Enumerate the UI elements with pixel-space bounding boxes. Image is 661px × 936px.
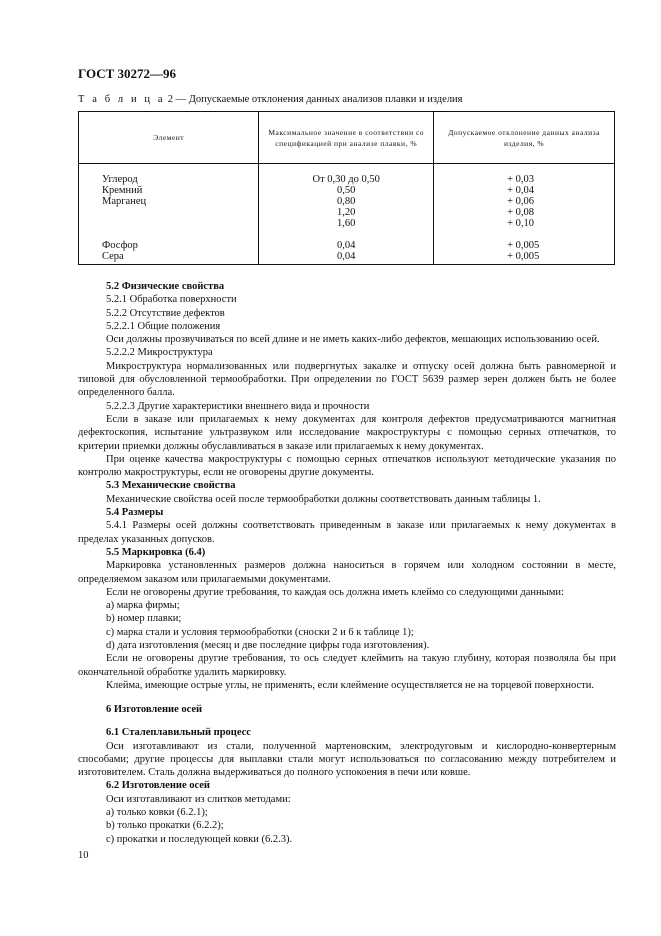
subsection-heading: 5.2.2 Отсутствие дефектов [106, 307, 225, 319]
subsection-heading: 5.2.1 Обработка поверхности [106, 294, 237, 306]
element-name: Кремний [102, 185, 143, 196]
column-header-element: Элемент [79, 112, 259, 164]
list-item: b) только прокатки (6.2.2); [106, 820, 224, 832]
paragraph: 5.4.1 Размеры осей должны соответствовать приведенным в заказе или прилагаемых к нему документах в пределах указанных допусков. [78, 520, 616, 545]
paragraph: Клейма, имеющие острые углы, не применять, если клеймение осуществляется не на торцевой поверхности. [106, 679, 594, 691]
section-heading: 5.5 Маркировка (6.4) [106, 546, 206, 558]
max-value-cell [259, 164, 434, 265]
deviation-value: + 0,03 [507, 174, 535, 185]
max-value: 0,04 [337, 240, 356, 251]
section-heading: 5.3 Механические свойства [106, 480, 236, 492]
element-name: Марганец [102, 196, 147, 207]
element-name: Углерод [102, 174, 138, 185]
section-6-body [78, 703, 616, 846]
deviation-value: + 0,005 [507, 251, 540, 262]
section-heading: 6 Изготовление осей [106, 704, 203, 715]
paragraph: Если в заказе или прилагаемых к нему документах для контроля дефектов предусматриваются магнитная дефектоскопия, испытание ультразвуком или исследование макроструктуры с помощью серных отпечатков, то критерии приемки должны обуславливаться в заказе или прилагаемых к нему документах. [78, 413, 616, 452]
section-heading: 5.4 Размеры [106, 507, 164, 519]
section-5-body [78, 280, 616, 692]
paragraph: Механические свойства осей после термообработки должны соответствовать данным таблицы 1. [106, 493, 541, 505]
deviation-value: + 0,04 [507, 185, 535, 196]
subsection-heading: 5.2.2.2 Микроструктура [106, 347, 213, 359]
max-value: 0,50 [337, 185, 356, 196]
table-header-row [79, 112, 615, 164]
table-body-row [79, 164, 615, 265]
deviation-value: + 0,06 [507, 196, 535, 207]
list-item: а) марка фирмы; [106, 600, 180, 612]
list-item: b) номер плавки; [106, 613, 182, 625]
subsection-heading: 5.2.2.3 Другие характеристики внешнего вида и прочности [106, 400, 370, 412]
deviation-value: + 0,005 [507, 240, 540, 251]
column-header-max-value: Максимальное значение в соответствии со спецификацией при анализе плавки, % [259, 112, 434, 164]
max-value: 0,04 [337, 251, 356, 262]
section-heading: 5.2 Физические свойства [106, 281, 225, 292]
table-caption-text: 2 — Допускаемые отклонения данных анализов плавки и изделия [167, 94, 463, 105]
paragraph: Оси изготавливают из стали, полученной мартеновским, электродуговым и кислородно-конвертерным способами; другие процессы для выплавки стали могут использоваться по согласованию между потребителем и изготовителем. Сталь должна выдерживаться до полного успокоения в печи или ковше. [78, 740, 616, 779]
column-header-deviation: Допускаемое отклонение данных анализа изделия, % [434, 112, 615, 164]
max-value: 1,60 [337, 218, 356, 229]
section-heading: 6.2 Изготовление осей [106, 780, 210, 792]
deviation-cell [434, 164, 615, 265]
deviation-table [78, 111, 615, 265]
paragraph: Микроструктура нормализованных или подвергнутых закалке и отпуску осей должна быть равномерной и типовой для обусловленной термообработки. При определении по ГОСТ 5639 размер зерен должен быть не более определенного балла. [78, 360, 616, 399]
table-caption [78, 94, 463, 105]
paragraph: Оси должны прозвучиваться по всей длине и не иметь каких-либо дефектов, мешающих использованию осей. [106, 334, 600, 346]
standard-header: ГОСТ 30272—96 [78, 66, 177, 81]
paragraph: Оси изготавливают из слитков методами: [106, 793, 291, 805]
table-caption-label: Т а б л и ц а [78, 94, 166, 105]
paragraph: Маркировка установленных размеров должна наноситься в горячем или холодном состоянии в месте, определяемом заказом или прилагаемыми документами. [78, 560, 616, 585]
section-heading: 6.1 Сталеплавильный процесс [106, 727, 251, 739]
paragraph: Если не оговорены другие требования, то ось следует клеймить на такую глубину, которая позволяла бы при окончательной обработке удалить маркировку. [78, 653, 616, 678]
max-value: 1,20 [337, 207, 356, 218]
max-value: 0,80 [337, 196, 356, 207]
list-item: а) только ковки (6.2.1); [106, 807, 208, 819]
element-cell [79, 164, 259, 265]
list-item: с) прокатки и последующей ковки (6.2.3). [106, 833, 293, 845]
deviation-value: + 0,08 [507, 207, 535, 218]
paragraph: При оценке качества макроструктуры с помощью серных отпечатков используют методические указания по контролю макроструктуры, если не оговорены другие документы. [78, 453, 616, 479]
max-value: От 0,30 до 0,50 [312, 174, 380, 185]
list-item: d) дата изготовления (месяц и две последние цифры года изготовления). [106, 640, 430, 652]
element-name: Сера [102, 251, 124, 262]
subsection-heading: 5.2.2.1 Общие положения [106, 320, 221, 332]
paragraph: Если не оговорены другие требования, то каждая ось должна иметь клеймо со следующими данными: [106, 586, 564, 598]
element-name: Фосфор [102, 240, 138, 251]
page-number: 10 [78, 850, 89, 861]
list-item: с) марка стали и условия термообработки (сноски 2 и 6 к таблице 1); [106, 626, 414, 638]
deviation-value: + 0,10 [507, 218, 535, 229]
